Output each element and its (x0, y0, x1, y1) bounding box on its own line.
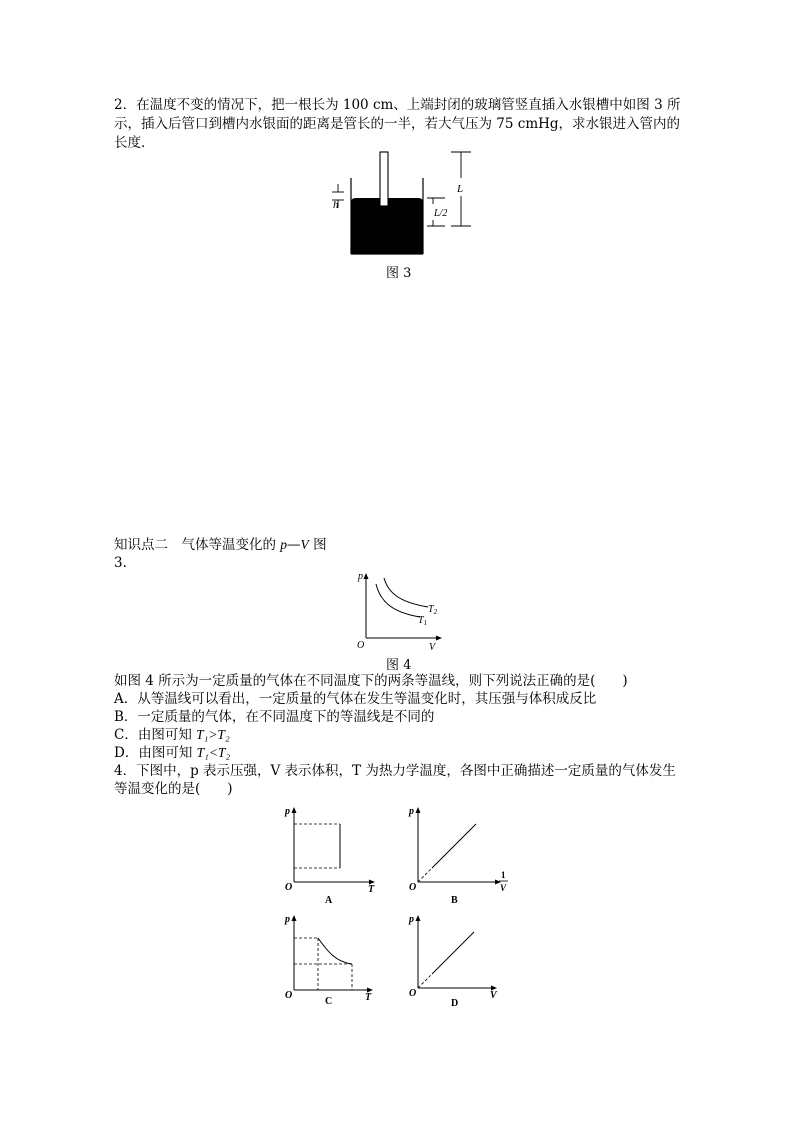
figure-3-mercury-trough (320, 148, 480, 260)
q3-option-C: C．由图可知 T₁>T₂ (114, 727, 230, 743)
q2-line-2: 示，插入后管口到槽内水银面的距离是管长的一半，若大气压为 75 cmHg，求水银进入管内的 (114, 116, 681, 132)
graph-D-caption: D (451, 998, 459, 1009)
graph-D-x-label: V (490, 990, 497, 1001)
graph-A-x-label: T (368, 884, 375, 895)
q4-line-1: 4．下图中，p 表示压强，V 表示体积，T 为热力学温度，各图中正确描述一定质量的气体发生 (114, 763, 676, 779)
q2-line-1: 2．在温度不变的情况下，把一根长为 100 cm、上端封闭的玻璃管竖直插入水银槽中如图 3 所 (114, 97, 681, 113)
graph-D-origin: O (409, 988, 417, 999)
q3-option-D: D．由图可知 T₁<T₂ (114, 745, 231, 761)
q2-line-3: 长度． (114, 135, 155, 151)
label-T1: $T_1$ (418, 615, 428, 627)
graph-C-origin: O (285, 990, 293, 1001)
graph-B-caption: B (451, 895, 458, 905)
graph-A-origin: O (285, 882, 293, 893)
figure-4-isotherms (350, 566, 450, 656)
q3-option-A: A．从等温线可以看出，一定质量的气体在发生等温变化时，其压强与体积成反比 (114, 691, 597, 707)
graph-A-caption: A (325, 895, 333, 905)
label-h: h (333, 199, 339, 211)
graph-C-x-label: T (365, 992, 372, 1003)
figure-4-caption: 图 4 (386, 658, 412, 673)
graph-B-x-label-den: V (500, 883, 507, 893)
graph-A-y-label: p (285, 806, 290, 817)
graph-D-y-label: p (409, 914, 414, 925)
graph-C-caption: C (325, 996, 333, 1007)
section-2-title: 知识点二 气体等温变化的 p—V 图 (114, 537, 327, 553)
axis-p: p (358, 571, 363, 582)
label-T2: $T_2$ (428, 604, 438, 616)
graph-B-x-label-num: 1 (501, 870, 506, 880)
q3-number: 3. (114, 555, 127, 571)
graph-D (404, 908, 509, 1013)
axis-V: V (429, 642, 436, 653)
figure-3-caption: 图 3 (386, 266, 412, 281)
graph-C (280, 908, 385, 1013)
q4-line-2: 等温变化的是( ) (114, 781, 233, 797)
graph-A (280, 800, 385, 905)
q3-option-B: B．一定质量的气体，在不同温度下的等温线是不同的 (114, 709, 435, 725)
origin-O: O (357, 640, 365, 651)
q3-stem: 如图 4 所示为一定质量的气体在不同温度下的两条等温线，则下列说法正确的是( ) (114, 673, 628, 689)
graph-C-y-label: p (285, 914, 290, 925)
label-L-half: L/2 (434, 208, 448, 219)
graph-B (404, 800, 514, 905)
graph-B-y-label: p (409, 806, 414, 817)
graph-B-origin: O (409, 882, 417, 893)
label-L: L (457, 183, 464, 195)
